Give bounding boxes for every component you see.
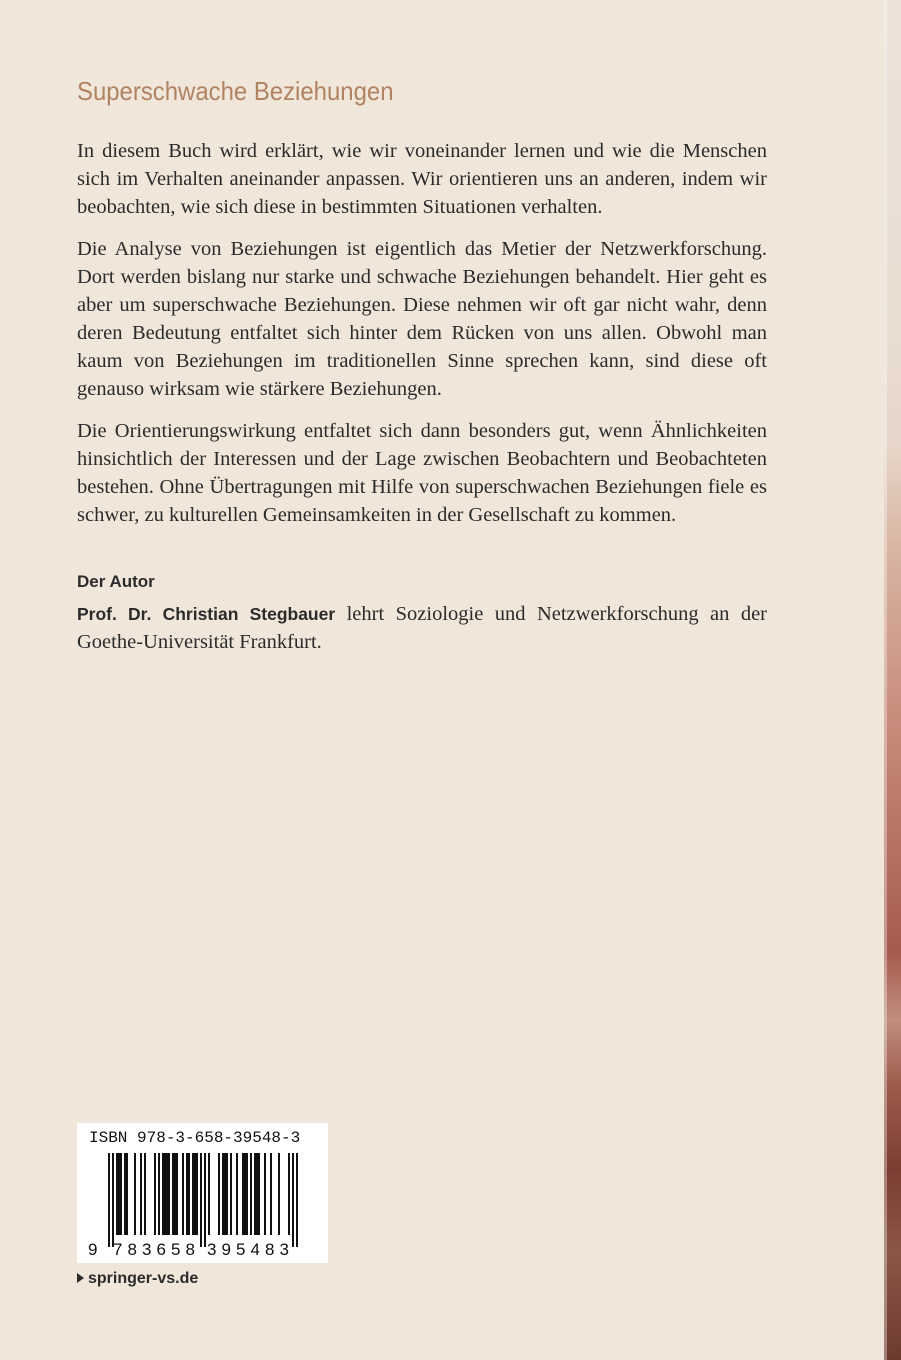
barcode-bar <box>140 1153 142 1235</box>
barcode-bar <box>256 1153 258 1235</box>
barcode-bar <box>188 1153 190 1235</box>
barcode-bar <box>204 1153 206 1247</box>
barcode-bar <box>164 1153 166 1235</box>
isbn-barcode <box>77 1123 328 1263</box>
barcode-bar <box>254 1153 256 1235</box>
author-bio-text: lehrt Soziologie und Netzwerkforschung an der Goethe-Universität Frankfurt. <box>77 603 768 653</box>
barcode-bar <box>174 1153 176 1235</box>
barcode-bar <box>270 1153 272 1235</box>
barcode-bar <box>196 1153 198 1235</box>
barcode-bar <box>162 1153 164 1235</box>
publisher-link[interactable] <box>77 1270 198 1288</box>
barcode-bar <box>218 1153 220 1235</box>
barcode-bars <box>77 1123 328 1263</box>
barcode-bar <box>200 1153 202 1247</box>
barcode-bar <box>112 1153 114 1247</box>
barcode-bar <box>120 1153 122 1235</box>
barcode-bar <box>144 1153 146 1235</box>
barcode-bar <box>244 1153 246 1235</box>
barcode-bar <box>264 1153 266 1235</box>
barcode-bar <box>208 1153 210 1235</box>
blurb <box>77 137 767 543</box>
barcode-bar <box>124 1153 126 1235</box>
book-title: Superschwache Beziehungen <box>77 76 394 106</box>
barcode-bar <box>176 1153 178 1235</box>
barcode-bar <box>194 1153 196 1235</box>
isbn-label: ISBN 978-3-658-39548-3 <box>89 1129 301 1147</box>
barcode-bar <box>278 1153 280 1235</box>
barcode-bar <box>246 1153 248 1235</box>
barcode-bar <box>242 1153 244 1235</box>
author-name: Prof. Dr. Christian Stegbauer <box>77 604 336 624</box>
barcode-bar <box>126 1153 128 1235</box>
barcode-bar <box>116 1153 118 1235</box>
blurb-paragraph: Die Analyse von Beziehungen ist eigentlich das Metier der Netzwerkforschung. Dort werden bislang nur starke und schwache Beziehungen behandelt. Hier geht es aber um superschwache Beziehungen. Diese nehmen wir oft gar nicht wahr, denn deren Bedeutung entfaltet sich hinter dem Rücken von uns allen. Obwohl man kaum von Beziehungen im traditionellen Sinne sprechen kann, sind diese oft genauso wirksam wie stärkere Beziehungen. <box>77 238 767 400</box>
barcode-bar <box>258 1153 260 1235</box>
barcode-bar <box>182 1153 184 1235</box>
barcode-right-digits: 395483 <box>207 1240 289 1259</box>
blurb-paragraph: In diesem Buch wird erklärt, wie wir voneinander lernen und wie die Menschen sich im Verhalten aneinander anpassen. Wir orientieren uns an anderen, indem wir beobachten, wie sich diese in bestimmten Situationen verhalten. <box>77 140 767 218</box>
barcode-bar <box>288 1153 290 1235</box>
barcode-left-digits: 783658 <box>113 1240 195 1259</box>
barcode-bar <box>172 1153 174 1235</box>
barcode-bar <box>158 1153 160 1235</box>
barcode-bar <box>192 1153 194 1235</box>
barcode-bar <box>186 1153 188 1235</box>
blurb-paragraph: Die Orientierungswirkung entfaltet sich dann besonders gut, wenn Ähnlichkeiten hinsichtlich der Interessen und der Lage zwischen Beobachtern und Beobachteten bestehen. Ohne Übertragungen mit Hilfe von superschwachen Beziehungen fiele es schwer, zu kulturellen Gemeinsamkeiten in der Gesellschaft zu kommen. <box>77 420 767 526</box>
barcode-bar <box>222 1153 224 1235</box>
barcode-bar <box>226 1153 228 1235</box>
arrow-right-icon <box>77 1273 84 1283</box>
barcode-bar <box>292 1153 294 1247</box>
cover-spine-edge <box>884 0 901 1360</box>
barcode-first-digit: 9 <box>88 1240 98 1259</box>
publisher-url: springer-vs.de <box>88 1270 199 1287</box>
barcode-bar <box>134 1153 136 1235</box>
barcode-bar <box>230 1153 232 1235</box>
barcode-bar <box>224 1153 226 1235</box>
author-heading: Der Autor <box>77 572 155 591</box>
barcode-bar <box>296 1153 298 1247</box>
barcode-bar <box>118 1153 120 1235</box>
barcode-bar <box>166 1153 168 1235</box>
author-bio <box>77 600 767 656</box>
barcode-bar <box>250 1153 252 1235</box>
barcode-bar <box>236 1153 238 1235</box>
barcode-bar <box>108 1153 110 1247</box>
barcode-bar <box>154 1153 156 1235</box>
barcode-bar <box>168 1153 170 1235</box>
